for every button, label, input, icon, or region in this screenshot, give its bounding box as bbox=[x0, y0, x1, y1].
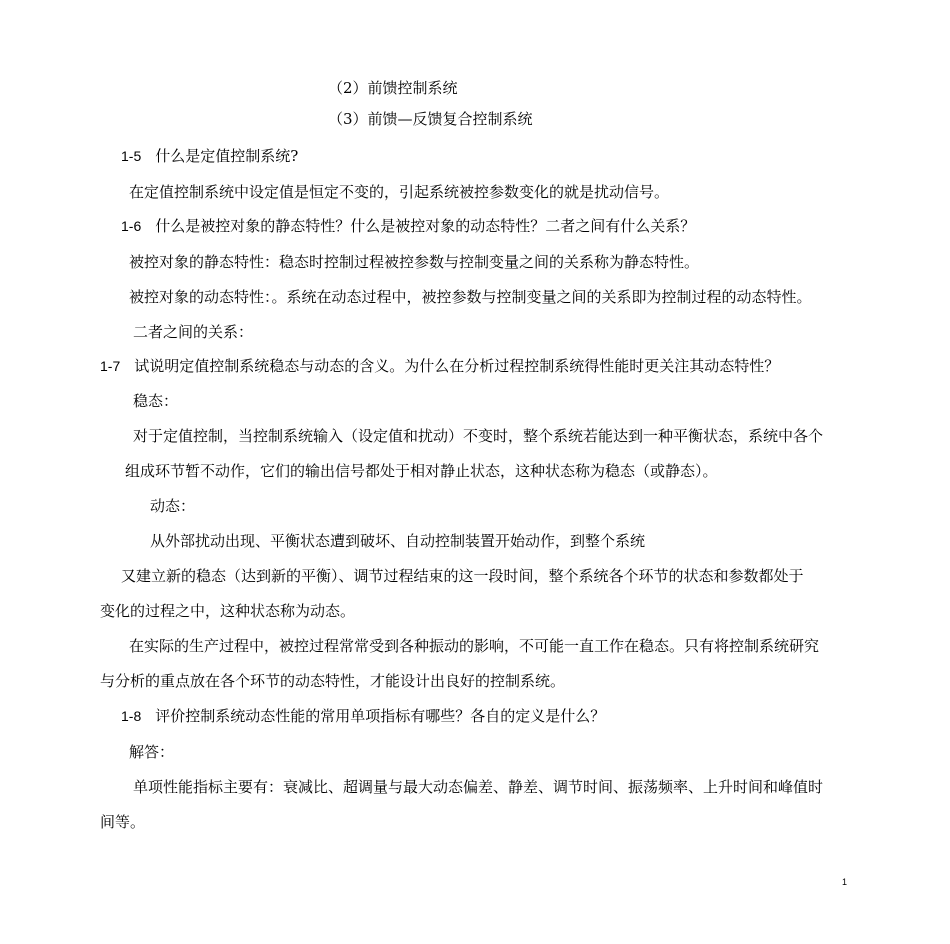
text-line: 二者之间的关系： bbox=[133, 323, 254, 341]
question-text: 评价控制系统动态性能的常用单项指标有哪些？各自的定义是什么？ bbox=[155, 707, 606, 725]
text-line: 与分析的重点放在各个环节的动态特性，才能设计出良好的控制系统。 bbox=[100, 672, 566, 690]
question-text: 试说明定值控制系统稳态与动态的含义。为什么在分析过程控制系统得性能时更关注其动态特性？ bbox=[134, 357, 780, 375]
text-line: 从外部扰动出现、平衡状态遭到破坏、自动控制装置开始动作，到整个系统 bbox=[150, 532, 646, 550]
text-line: 解答： bbox=[129, 743, 175, 761]
question-number: 1-7 bbox=[100, 358, 121, 374]
text-line: 在定值控制系统中设定值是恒定不变的，引起系统被控参数变化的就是扰动信号。 bbox=[129, 183, 670, 201]
question-text: 什么是被控对象的静态特性？什么是被控对象的动态特性？二者之间有什么关系？ bbox=[155, 217, 696, 235]
question-text: 什么是定值控制系统? bbox=[155, 147, 299, 165]
text-line: 单项性能指标主要有：衰减比、超调量与最大动态偏差、静差、调节时间、振荡频率、上升时间和峰值时 bbox=[133, 778, 824, 796]
page-number: 1 bbox=[842, 877, 848, 887]
question-1-6 bbox=[121, 216, 695, 236]
question-1-5 bbox=[121, 146, 298, 166]
question-number: 1-5 bbox=[121, 148, 142, 164]
text-line: 间等。 bbox=[100, 813, 146, 831]
text-line: 被控对象的静态特性：稳态时控制过程被控参数与控制变量之间的关系称为静态特性。 bbox=[129, 253, 700, 271]
text-line: 又建立新的稳态（达到新的平衡）、调节过程结束的这一段时间，整个系统各个环节的状态和参数都处于 bbox=[121, 567, 804, 585]
text-line: 对于定值控制，当控制系统输入（设定值和扰动）不变时，整个系统若能达到一种平衡状态，系统中各个 bbox=[133, 427, 824, 445]
text-line: 在实际的生产过程中，被控过程常常受到各种振动的影响，不可能一直工作在稳态。只有将控制系统研究 bbox=[129, 637, 820, 655]
text-line: （3）前馈—反馈复合控制系统 bbox=[328, 110, 533, 128]
text-line: 组成环节暂不动作，它们的输出信号都处于相对静止状态，这种状态称为稳态（或静态）。 bbox=[125, 462, 718, 480]
question-number: 1-8 bbox=[121, 708, 142, 724]
text-line: （2）前馈控制系统 bbox=[328, 79, 458, 97]
text-line: 被控对象的动态特性：。系统在动态过程中，被控参数与控制变量之间的关系即为控制过程的动态特性。 bbox=[129, 288, 812, 306]
text-line: 稳态： bbox=[133, 392, 179, 410]
text-line: 动态： bbox=[150, 497, 196, 515]
question-1-7 bbox=[100, 356, 779, 376]
text-line: 变化的过程之中，这种状态称为动态。 bbox=[100, 602, 356, 620]
question-number: 1-6 bbox=[121, 218, 142, 234]
question-1-8 bbox=[121, 706, 605, 726]
